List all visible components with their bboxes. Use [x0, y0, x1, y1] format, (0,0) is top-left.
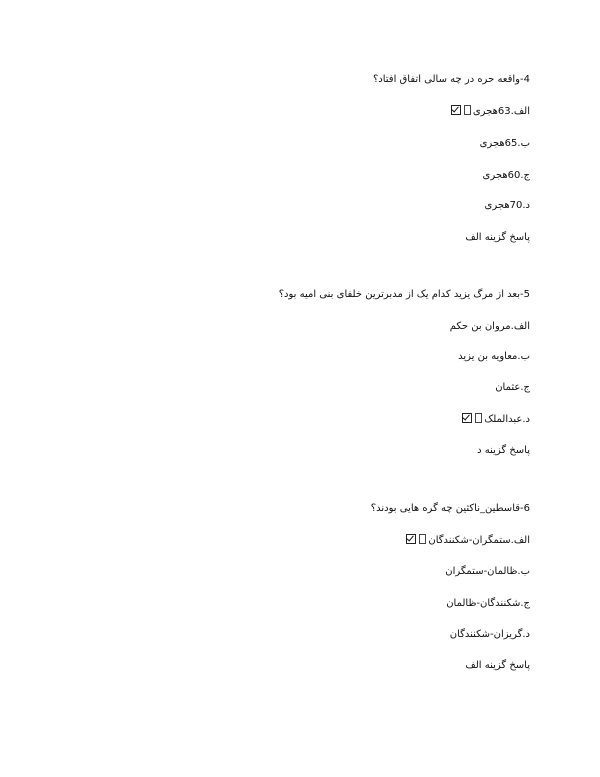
question-6-option-a — [406, 534, 530, 548]
question-6-option-b: ب.ظالمان-ستمگران — [445, 566, 530, 577]
question-6-answer: پاسخ گزینه الف — [465, 660, 530, 671]
question-6-option-d: د.گریزان-شکنندگان — [449, 629, 530, 640]
question-4-option-d: د.70هجری — [484, 200, 530, 211]
question-5-option-d — [462, 413, 530, 427]
question-4-text: 4-واقعه حره در چه سالی اتفاق افتاد؟ — [372, 74, 530, 85]
question-6-text: 6-قاسطین_ناکثین چه گره هایی بودند؟ — [370, 503, 530, 514]
question-6-option-c: ج.شکنندگان-ظالمان — [446, 598, 530, 609]
question-4-option-a — [451, 105, 530, 119]
checkbox-checked-icon — [451, 105, 461, 115]
checkbox-checked-icon — [406, 534, 416, 544]
checkbox-checked-icon — [462, 413, 472, 423]
question-4-answer: پاسخ گزینه الف — [465, 232, 530, 243]
question-5-answer: پاسخ گزینه د — [477, 445, 530, 456]
option-label: د.عبدالملک — [484, 414, 530, 425]
question-5-option-c: ج.عثمان — [495, 382, 530, 393]
question-5-option-a: الف.مروان بن حکم — [449, 321, 530, 332]
empty-box-icon — [419, 534, 426, 544]
question-4-option-b: ب.65هجری — [479, 138, 530, 149]
question-4-option-c: ج.60هجری — [482, 170, 530, 181]
option-label: الف.ستمگران-شکنندگان — [428, 535, 530, 546]
question-5-text: 5-بعد از مرگ یزید کدام یک از مدبرترین خلفای بنی امیه بود؟ — [278, 289, 530, 300]
empty-box-icon — [464, 105, 471, 115]
option-label: الف.63هجری — [472, 106, 530, 117]
empty-box-icon — [475, 413, 482, 423]
question-5-option-b: ب.معاویه بن یزید — [458, 351, 530, 362]
